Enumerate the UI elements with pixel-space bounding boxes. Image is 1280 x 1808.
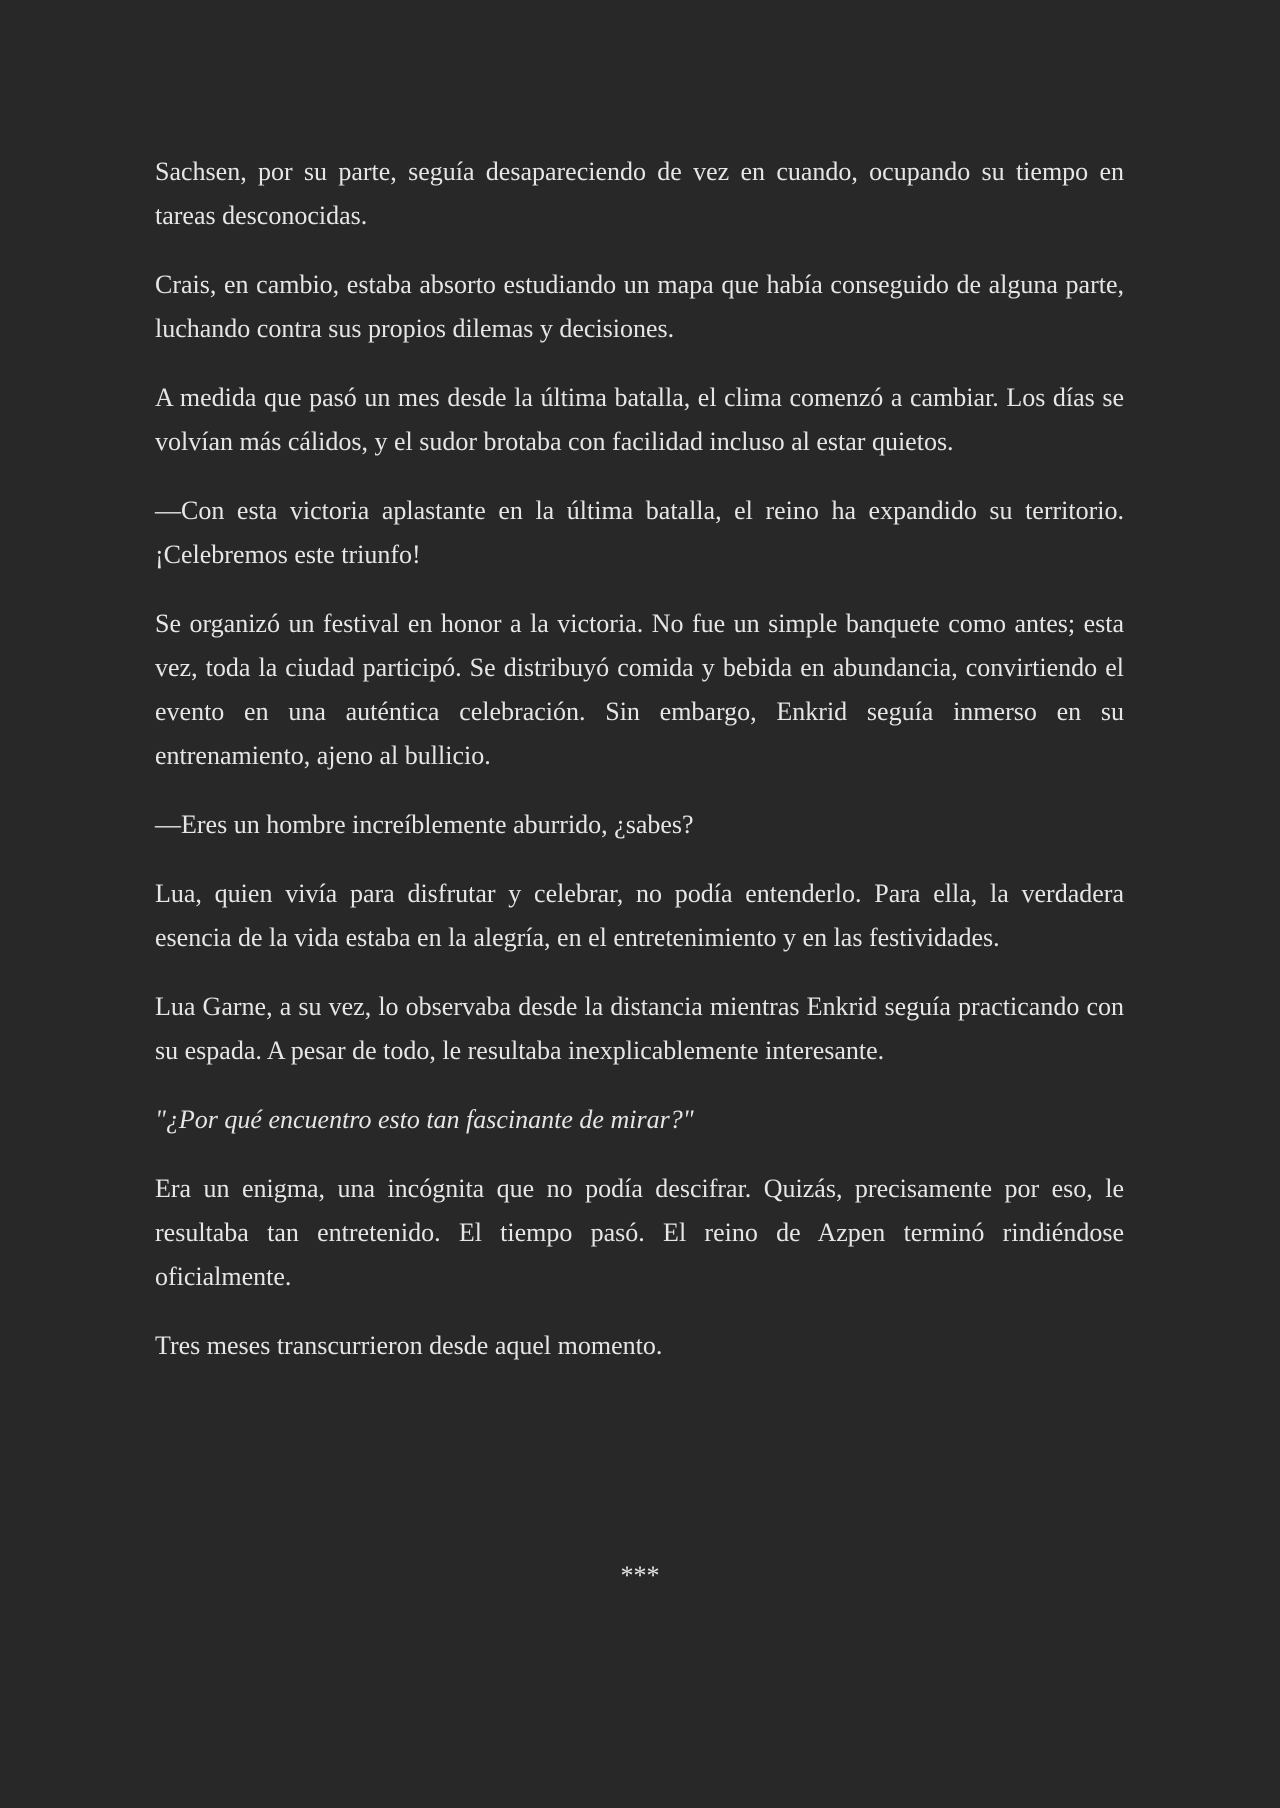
scene-separator: ***: [620, 1561, 660, 1590]
paragraph: Tres meses transcurrieron desde aquel momento.: [155, 1331, 663, 1360]
paragraph: A medida que pasó un mes desde la última batalla, el clima comenzó a cambiar. Los días se volvían más cálidos, y el sudor brotaba con facilidad incluso al estar quietos.: [155, 383, 1124, 456]
paragraph: Lua Garne, a su vez, lo observaba desde la distancia mientras Enkrid seguía practicando con su espada. A pesar de todo, le resultaba inexplicablemente interesante.: [155, 992, 1124, 1065]
paragraph: Era un enigma, una incógnita que no podía descifrar. Quizás, precisamente por eso, le resultaba tan entretenido. El tiempo pasó. El reino de Azpen terminó rindiéndose oficialmente.: [155, 1174, 1124, 1291]
paragraph: Crais, en cambio, estaba absorto estudiando un mapa que había conseguido de alguna parte, luchando contra sus propios dilemas y decisiones.: [155, 270, 1124, 343]
paragraph: Se organizó un festival en honor a la victoria. No fue un simple banquete como antes; esta vez, toda la ciudad participó. Se distribuyó comida y bebida en abundancia, convirtiendo el evento en una auténtica celebración. Sin embargo, Enkrid seguía inmerso en su entrenamiento, ajeno al bullicio.: [155, 609, 1124, 770]
paragraph: Lua, quien vivía para disfrutar y celebrar, no podía entenderlo. Para ella, la verdadera esencia de la vida estaba en la alegría, en el entretenimiento y en las festividades.: [155, 879, 1124, 952]
dialogue-paragraph: —Con esta victoria aplastante en la última batalla, el reino ha expandido su territorio. ¡Celebremos este triunfo!: [155, 496, 1124, 569]
chapter-text: [155, 150, 1124, 1393]
paragraph: Sachsen, por su parte, seguía desapareciendo de vez en cuando, ocupando su tiempo en tareas desconocidas.: [155, 157, 1124, 230]
inner-thought-paragraph: "¿Por qué encuentro esto tan fascinante de mirar?": [155, 1105, 694, 1134]
dialogue-paragraph: —Eres un hombre increíblemente aburrido, ¿sabes?: [155, 810, 694, 839]
